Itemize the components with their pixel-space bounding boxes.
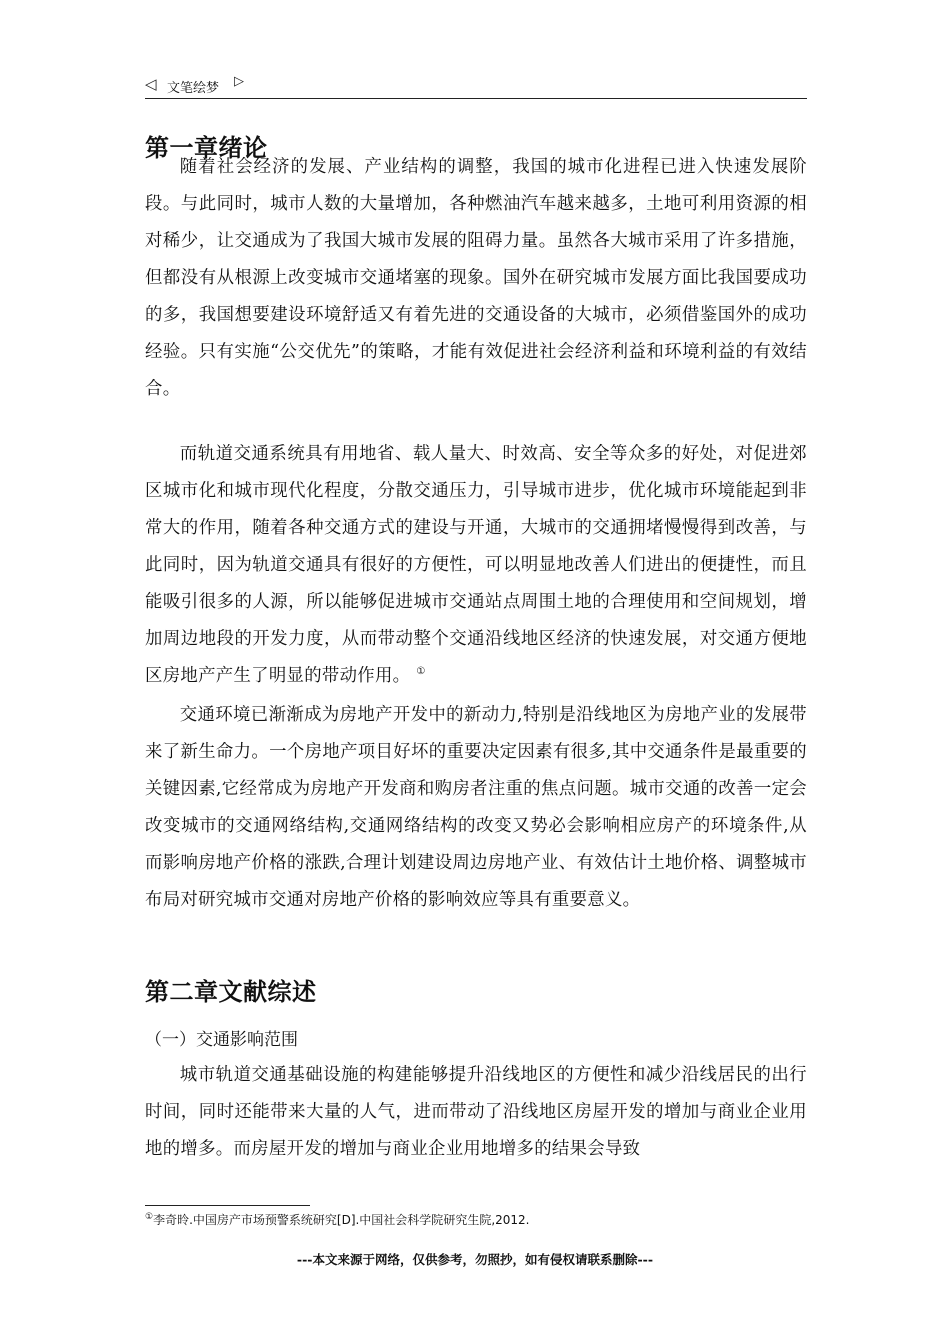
chapter-2-title: 第二章文献综述 [145, 978, 317, 1006]
page-header [145, 72, 807, 99]
footnote [145, 1211, 529, 1228]
footnote-reference[interactable]: ① [416, 666, 426, 678]
chapter-1-paragraph-2 [145, 436, 807, 695]
left-triangle-icon: ◁ [145, 75, 157, 93]
right-triangle-icon: ▷ [234, 74, 244, 89]
chapter-1-title: 第一章绪论 [145, 134, 268, 162]
footnote-text: 李奇昤.中国房产市场预警系统研究[D].中国社会科学院研究生院,2012. [153, 1213, 530, 1227]
header-label: 文笔绘梦 [167, 81, 220, 96]
footnote-divider [145, 1205, 310, 1206]
section-subheading: （一）交通影响范围 [145, 1030, 298, 1050]
footnote-number: ① [145, 1212, 154, 1222]
chapter-1-paragraph-1: 随着社会经济的发展、产业结构的调整，我国的城市化进程已进入快速发展阶段。与此同时，城市人数的大量增加，各种燃油汽车越来越多，土地可利用资源的相对稀少，让交通成为了我国大城市发展的阻碍力量。虽然各大城市采用了许多措施，但都没有从根源上改变城市交通堵塞的现象。国外在研究城市发展方面比我国要成功的多，我国想要建设环境舒适又有着先进的交通设备的大城市，必须借鉴国外的成功经验。只有实施“公交优先”的策略，才能有效促进社会经济利益和环境利益的有效结合。 [145, 157, 807, 399]
page-disclaimer: ---本文来源于网络，仅供参考，勿照抄，如有侵权请联系删除--- [296, 1252, 654, 1267]
chapter-1-paragraph-2-text: 而轨道交通系统具有用地省、载人量大、时效高、安全等众多的好处，对促进郊区城市化和城市现代化程度，分散交通压力，引导城市进步，优化城市环境能起到非常大的作用，随着各种交通方式的建设与开通，大城市的交通拥堵慢慢得到改善，与此同时，因为轨道交通具有很好的方便性，可以明显地改善人们进出的便捷性，而且能吸引很多的人源，所以能够促进城市交通站点周围土地的合理使用和空间规划，增加周边地段的开发力度，从而带动整个交通沿线地区经济的快速发展，对交通方便地区房地产产生了明显的带动作用。 [145, 444, 807, 686]
chapter-1-paragraph-3: 交通环境已渐渐成为房地产开发中的新动力,特别是沿线地区为房地产业的发展带来了新生命力。一个房地产项目好坏的重要决定因素有很多,其中交通条件是最重要的关键因素,它经常成为房地产开发商和购房者注重的焦点问题。城市交通的改善一定会改变城市的交通网络结构,交通网络结构的改变又势必会影响相应房产的环境条件,从而影响房地产价格的涨跌,合理计划建设周边房地产业、有效估计土地价格、调整城市布局对研究城市交通对房地产价格的影响效应等具有重要意义。 [145, 705, 807, 910]
chapter-2-paragraph-1: 城市轨道交通基础设施的构建能够提升沿线地区的方便性和减少沿线居民的出行时间，同时还能带来大量的人气，进而带动了沿线地区房屋开发的增加与商业企业用地的增多。而房屋开发的增加与商业企业用地增多的结果会导致 [145, 1065, 807, 1159]
